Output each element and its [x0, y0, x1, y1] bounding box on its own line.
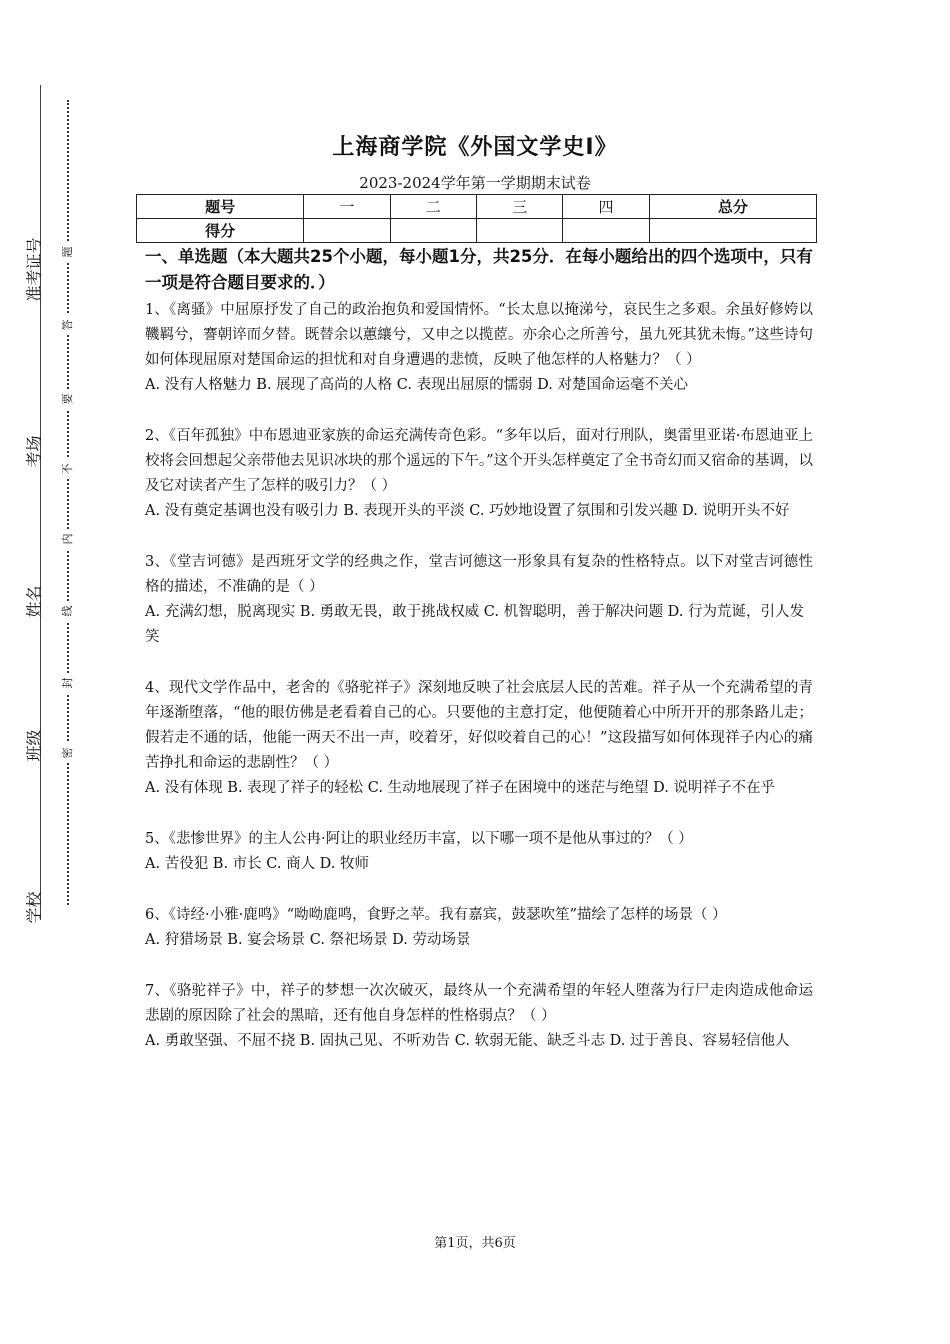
question-options: A. 没有体现 B. 表现了祥子的轻松 C. 生动地展现了祥子在困境中的迷茫与绝望 D. 说明祥子不在乎 — [145, 780, 776, 796]
question-options: A. 充满幻想，脱离现实 B. 勇敢无畏，敢于挑战权威 C. 机智聪明，善于解决问题 D. 行为荒诞，引人发笑 — [145, 604, 805, 645]
question — [145, 424, 813, 524]
score-cell-header: 四 — [563, 195, 649, 219]
question-text: 3、《堂吉诃德》是西班牙文学的经典之作，堂吉诃德这一形象具有复杂的性格特点。以下对堂吉诃德性格的描述，不准确的是（ ） — [145, 554, 813, 595]
exam-content — [145, 244, 813, 1054]
seal-char: 封 — [61, 673, 75, 693]
score-table — [136, 194, 817, 243]
score-table-header-row — [137, 195, 817, 219]
exam-subtitle: 2023-2024学年第一学期期末试卷 — [359, 174, 591, 192]
seal-char: 题 — [61, 242, 75, 262]
seal-char: 要 — [61, 389, 75, 409]
question-options: A. 没有奠定基调也没有吸引力 B. 表现开头的平淡 C. 巧妙地设置了氛围和引发兴趣 D. 说明开头不好 — [145, 503, 790, 519]
question — [145, 676, 813, 801]
margin-field-exam-id: 准考证号 — [24, 237, 44, 302]
margin-field-name: 姓名 — [24, 585, 44, 618]
score-cell-label: 题号 — [137, 195, 304, 219]
seal-char: 密 — [61, 743, 75, 763]
question-options: A. 苦役犯 B. 市长 C. 商人 D. 牧师 — [145, 856, 370, 872]
exam-title: 上海商学院《外国文学史Ⅰ》 — [332, 135, 618, 160]
section-heading: 一、单选题（本大题共25个小题，每小题1分，共25分．在每小题给出的四个选项中，只有一项是符合题目要求的．） — [145, 247, 813, 292]
score-cell-total: 总分 — [649, 195, 816, 219]
score-cell-empty[interactable] — [476, 219, 562, 243]
question-options: A. 没有人格魅力 B. 展现了高尚的人格 C. 表现出屈原的懦弱 D. 对楚国命运毫不关心 — [145, 377, 689, 393]
seal-dotted-line — [67, 100, 69, 905]
score-cell-header: 三 — [476, 195, 562, 219]
score-cell-empty[interactable] — [390, 219, 476, 243]
score-table-score-row — [137, 219, 817, 243]
score-cell-label: 得分 — [137, 219, 304, 243]
question — [145, 903, 813, 953]
seal-char: 线 — [61, 601, 75, 621]
score-cell-header: 一 — [304, 195, 390, 219]
margin-field-school: 学校 — [24, 891, 44, 924]
question — [145, 550, 813, 650]
page-footer: 第1页，共6页 — [434, 1236, 516, 1251]
question-text: 1、《离骚》中屈原抒发了自己的政治抱负和爱国情怀。“长太息以掩涕兮，哀民生之多艰。余虽好修姱以鞿羁兮，謇朝谇而夕替。既替余以蕙纕兮，又申之以揽茝。亦余心之所善兮，虽九死其犹未悔。”这些诗句如何体现屈原对楚国命运的担忧和对自身遭遇的悲愤，反映了他怎样的人格魅力？（ ） — [145, 302, 813, 368]
margin-field-class: 班级 — [24, 729, 44, 762]
seal-char: 答 — [61, 315, 75, 335]
seal-char: 不 — [61, 459, 75, 479]
question-text: 6、《诗经·小雅·鹿鸣》“呦呦鹿鸣，食野之苹。我有嘉宾，鼓瑟吹笙”描绘了怎样的场景（ ） — [145, 907, 727, 923]
score-cell-empty[interactable] — [649, 219, 816, 243]
question-text: 5、《悲惨世界》的主人公冉·阿让的职业经历丰富，以下哪一项不是他从事过的？（ ） — [145, 831, 693, 847]
score-cell-empty[interactable] — [563, 219, 649, 243]
score-cell-header: 二 — [390, 195, 476, 219]
binding-line — [40, 85, 41, 920]
question — [145, 979, 813, 1054]
score-cell-empty[interactable] — [304, 219, 390, 243]
question — [145, 827, 813, 877]
question-options: A. 狩猎场景 B. 宴会场景 C. 祭祀场景 D. 劳动场景 — [145, 932, 471, 948]
question-options: A. 勇敢坚强、不屈不挠 B. 固执己见、不听劝告 C. 软弱无能、缺乏斗志 D. 过于善良、容易轻信他人 — [145, 1033, 790, 1049]
question-text: 7、《骆驼祥子》中，祥子的梦想一次次破灭，最终从一个充满希望的年轻人堕落为行尸走肉造成他命运悲剧的原因除了社会的黑暗，还有他自身怎样的性格弱点？（ ） — [145, 983, 813, 1024]
question-text: 4、现代文学作品中，老舍的《骆驼祥子》深刻地反映了社会底层人民的苦难。祥子从一个充满希望的青年逐渐堕落，“他的眼仿佛是老看着自己的心。只要他的主意打定，他便随着心中所开开的那条路儿走；假若走不通的话，他能一两天不出一声，咬着牙，好似咬着自己的心！”这段描写如何体现祥子内心的痛苦挣扎和命运的悲剧性？（ ） — [145, 680, 813, 771]
question-text: 2、《百年孤独》中布恩迪亚家族的命运充满传奇色彩。“多年以后，面对行刑队，奥雷里亚诺·布恩迪亚上校将会回想起父亲带他去见识冰块的那个遥远的下午。”这个开头怎样奠定了全书奇幻而又宿命的基调，以及它对读者产生了怎样的吸引力？（ ） — [145, 428, 813, 494]
question — [145, 298, 813, 398]
margin-field-exam-room: 考场 — [24, 435, 44, 468]
seal-char: 内 — [61, 529, 75, 549]
